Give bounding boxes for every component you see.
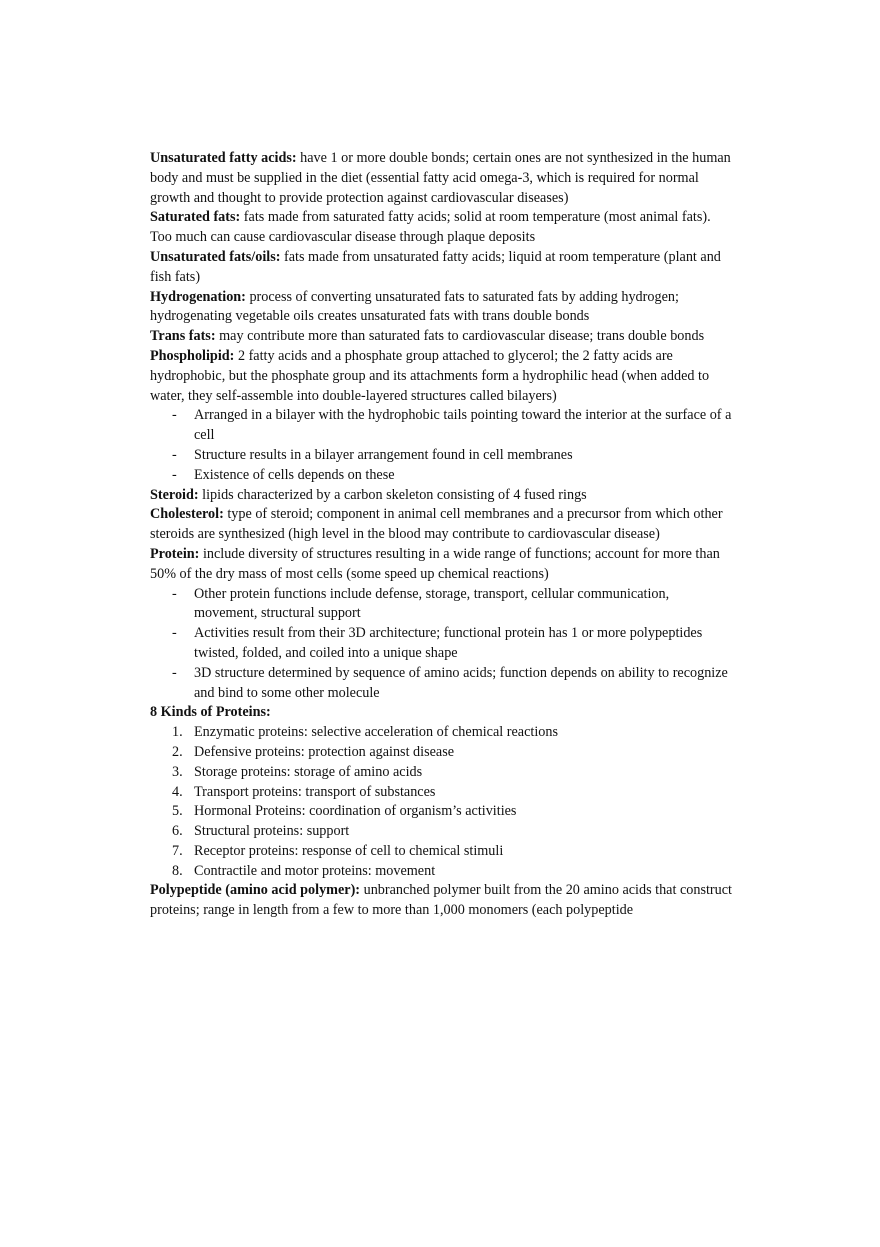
list-item-text: 3D structure determined by sequence of amino acids; function depends on ability to recognize and bind to some other molecule xyxy=(194,664,728,701)
list-item xyxy=(150,446,735,466)
bullet-mark: - xyxy=(172,625,177,642)
definition-text: include diversity of structures resulting in a wide range of functions; account for more than 50% of the dry mass of most cells (some speed up chemical reactions) xyxy=(150,545,720,582)
list-item xyxy=(150,763,735,783)
list-number: 4. xyxy=(172,783,183,800)
list-item-text: Other protein functions include defense, storage, transport, cellular communication, movement, structural support xyxy=(194,585,670,622)
definition-text: have 1 or more double bonds; certain ones are not synthesized in the human body and must be supplied in the diet (essential fatty acid omega-3, which is required for normal growth and thought to provide protection against cardiovascular diseases) xyxy=(150,150,731,206)
list-number: 2. xyxy=(172,743,183,760)
protein-bullet-list xyxy=(150,585,735,704)
definition-term: Hydrogenation: xyxy=(150,288,246,305)
definition-cholesterol xyxy=(150,505,735,545)
list-item xyxy=(150,862,735,882)
list-item-text: Arranged in a bilayer with the hydrophobic tails pointing toward the interior at the surface of a cell xyxy=(194,407,732,444)
list-item xyxy=(150,743,735,763)
definition-text: fats made from unsaturated fatty acids; liquid at room temperature (plant and fish fats) xyxy=(150,248,721,285)
list-item xyxy=(150,723,735,743)
list-item xyxy=(150,783,735,803)
kinds-of-proteins-heading: 8 Kinds of Proteins: xyxy=(150,704,271,721)
list-number: 1. xyxy=(172,724,183,741)
definition-term: Steroid: xyxy=(150,486,199,503)
list-item-text: Transport proteins: transport of substances xyxy=(194,783,436,800)
definition-polypeptide xyxy=(150,881,735,921)
list-item xyxy=(150,624,735,664)
list-item-text: Structural proteins: support xyxy=(194,823,350,840)
definition-phospholipid xyxy=(150,347,735,406)
list-item-text: Contractile and motor proteins: movement xyxy=(194,862,436,879)
list-item-text: Structure results in a bilayer arrangement found in cell membranes xyxy=(194,446,573,463)
list-item-text: Storage proteins: storage of amino acids xyxy=(194,763,423,780)
list-item-text: Defensive proteins: protection against disease xyxy=(194,743,455,760)
list-item xyxy=(150,822,735,842)
definition-text: may contribute more than saturated fats to cardiovascular disease; trans double bonds xyxy=(215,328,705,345)
definition-text: lipids characterized by a carbon skeleton consisting of 4 fused rings xyxy=(198,486,587,503)
definition-term: Cholesterol: xyxy=(150,506,224,523)
phospholipid-bullet-list xyxy=(150,406,735,485)
list-item xyxy=(150,466,735,486)
list-item-text: Activities result from their 3D architecture; functional protein has 1 or more polypeptides twisted, folded, and coiled into a unique shape xyxy=(194,625,703,661)
list-item xyxy=(150,842,735,862)
bullet-mark: - xyxy=(172,446,177,463)
definition-term: Phospholipid: xyxy=(150,347,235,364)
list-item xyxy=(150,406,735,446)
definition-term: Unsaturated fats/oils: xyxy=(150,248,281,265)
bullet-mark: - xyxy=(172,664,177,681)
list-item-text: Enzymatic proteins: selective acceleration of chemical reactions xyxy=(194,724,558,741)
list-item xyxy=(150,585,735,625)
list-number: 8. xyxy=(172,862,183,879)
definition-text: process of converting unsaturated fats to saturated fats by adding hydrogen; hydrogenating vegetable oils creates unsaturated fats with trans double bonds xyxy=(150,288,679,325)
definition-text: 2 fatty acids and a phosphate group attached to glycerol; the 2 fatty acids are hydrophobic, but the phosphate group and its attachments form a hydrophilic head (when added to water, they self-assemble into double-layered structures called bilayers) xyxy=(150,347,710,404)
document-page xyxy=(150,149,735,921)
bullet-mark: - xyxy=(172,466,177,483)
list-item-text: Existence of cells depends on these xyxy=(194,466,395,483)
definition-unsaturated-fatty-acids xyxy=(150,149,735,208)
definition-protein xyxy=(150,545,735,585)
list-number: 6. xyxy=(172,823,183,840)
bullet-mark: - xyxy=(172,407,177,424)
definition-term: Unsaturated fatty acids: xyxy=(150,150,297,166)
kinds-of-proteins-list xyxy=(150,723,735,881)
bullet-mark: - xyxy=(172,585,177,602)
list-item xyxy=(150,802,735,822)
definition-text: type of steroid; component in animal cell membranes and a precursor from which other steroids are synthesized (high level in the blood may contribute to cardiovascular disease) xyxy=(150,506,723,543)
definition-term: Protein: xyxy=(150,545,200,562)
definition-trans-fats xyxy=(150,327,735,347)
list-number: 3. xyxy=(172,763,183,780)
list-item-text: Hormonal Proteins: coordination of organism’s activities xyxy=(194,803,517,820)
definition-term: Trans fats: xyxy=(150,328,216,345)
definition-term: Saturated fats: xyxy=(150,209,241,226)
definition-text: fats made from saturated fatty acids; solid at room temperature (most animal fats). Too much can cause cardiovascular disease through plaque deposits xyxy=(150,209,711,246)
list-number: 7. xyxy=(172,842,183,859)
definition-steroid xyxy=(150,486,735,506)
definition-saturated-fats xyxy=(150,208,735,248)
definition-term: Polypeptide (amino acid polymer): xyxy=(150,882,361,899)
list-item xyxy=(150,664,735,704)
list-item-text: Receptor proteins: response of cell to chemical stimuli xyxy=(194,842,504,859)
list-number: 5. xyxy=(172,803,183,820)
definition-unsaturated-fats-oils xyxy=(150,248,735,288)
definition-hydrogenation xyxy=(150,288,735,328)
definition-text: unbranched polymer built from the 20 amino acids that construct proteins; range in length from a few to more than 1,000 monomers (each polypeptide xyxy=(150,882,732,919)
